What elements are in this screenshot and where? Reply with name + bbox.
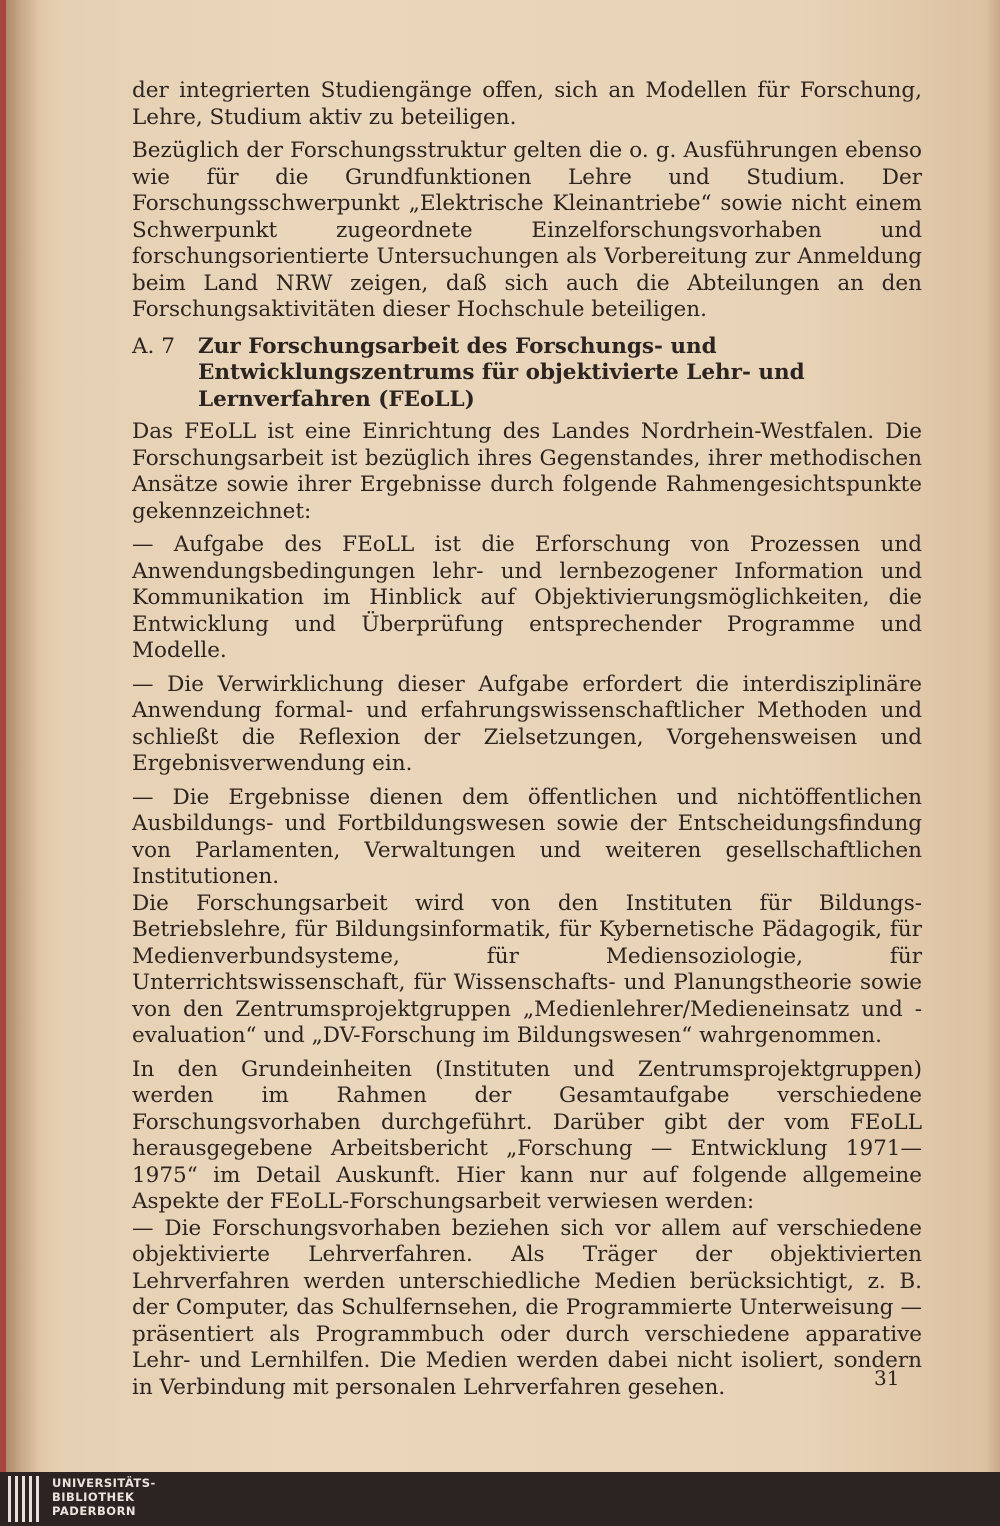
page-number: 31 <box>874 1366 900 1390</box>
page-text <box>132 78 922 1401</box>
library-name <box>52 1476 156 1518</box>
paragraph-forschungsstruktur: Bezüglich der Forschungsstruktur gelten die o. g. Ausführungen ebenso wie für die Grundfunktionen Lehre und Studium. Der Forschungsschwerpunkt „Elektrische Kleinantriebe“ sowie nicht einem Schwerpunkt zugeordnete Einzelforschungsvorhaben und forschungsorientierte Untersuchungen als Vorbereitung zur Anmeldung beim Land NRW zeigen, daß sich auch die Abteilungen an den Forschungsaktivitäten dieser Hochschule beteiligen. <box>132 138 922 322</box>
gutter-shadow <box>6 0 40 1472</box>
paragraph-institutes: Die Forschungsarbeit wird von den Instituten für Bildungs-Betriebslehre, für Bildungsinformatik, für Kybernetische Pädagogik, für Medienverbundsysteme, für Mediensoziologie, für Unterrichtswissenschaft, für Wissenschafts- und Planungstheorie sowie von den Zentrumsprojektgruppen „Medienlehrer/Medieneinsatz und -evaluation“ und „DV-Forschung im Bildungswesen“ wahrgenommen. <box>132 890 922 1048</box>
section-heading <box>132 334 922 414</box>
library-name-line2: BIBLIOTHEK <box>52 1490 135 1504</box>
library-name-line3: PADERBORN <box>52 1504 137 1518</box>
library-name-line1: UNIVERSITÄTS- <box>52 1476 156 1490</box>
paragraph-grundeinheiten: In den Grundeinheiten (Instituten und Zentrumsprojektgruppen) werden im Rahmen der Gesamtaufgabe verschiedene Forschungsvorhaben durchgeführt. Darüber gibt der vom FEoLL herausgegebene Arbeitsbericht „Forschung — Entwicklung 1971—1975“ im Detail Auskunft. Hier kann nur auf folgende allgemeine Aspekte der FEoLL-Forschungsarbeit verwiesen werden: <box>132 1056 922 1214</box>
bullet-verwirklichung: — Die Verwirklichung dieser Aufgabe erfordert die interdisziplinäre Anwendung formal- und erfahrungswissenschaftlicher Methoden und schließt die Reflexion der Zielsetzungen, Vorgehensweisen und Ergebnisverwendung ein. <box>132 671 922 776</box>
library-logo-icon <box>6 1476 46 1522</box>
bullet-aufgabe: — Aufgabe des FEoLL ist die Erforschung von Prozessen und Anwendungsbedingungen lehr- und lernbezogener Information und Kommunikation im Hinblick auf Objektivierungsmöglichkeiten, die Entwicklung und Überprüfung entsprechender Programme und Modelle. <box>132 532 922 663</box>
section-title: Zur Forschungsarbeit des Forschungs- und Entwicklungszentrums für objektivierte Lehr- und Lernverfahren (FEoLL) <box>198 333 805 412</box>
bullet-ergebnisse: — Die Ergebnisse dienen dem öffentlichen und nichtöffentlichen Ausbildungs- und Fortbildungswesen sowie der Entscheidungsfindung von Parlamenten, Verwaltungen und weiteren gesellschaftlichen Institutionen. <box>132 784 922 889</box>
paragraph-continuation: der integrierten Studiengänge offen, sich an Modellen für Forschung, Lehre, Studium aktiv zu beteiligen. <box>132 78 922 130</box>
section-number: A. 7 <box>132 333 175 359</box>
bullet-forschungsvorhaben: — Die Forschungsvorhaben beziehen sich vor allem auf verschiedene objektivierte Lehrverfahren. Als Träger der objektivierten Lehrverfahren werden unterschiedliche Medien berücksichtigt, z. B. der Computer, das Schulfernsehen, die Programmierte Unterweisung — präsentiert als Programmbuch oder durch verschiedene apparative Lehr- und Lernhilfen. Die Medien werden dabei nicht isoliert, sondern in Verbindung mit personalen Lehrverfahren gesehen. <box>132 1215 922 1400</box>
paragraph-intro: Das FEoLL ist eine Einrichtung des Landes Nordrhein-Westfalen. Die Forschungsarbeit ist bezüglich ihres Gegenstandes, ihrer methodischen Ansätze sowie ihrer Ergebnisse durch folgende Rahmengesichtspunkte gekennzeichnet: <box>132 419 922 524</box>
